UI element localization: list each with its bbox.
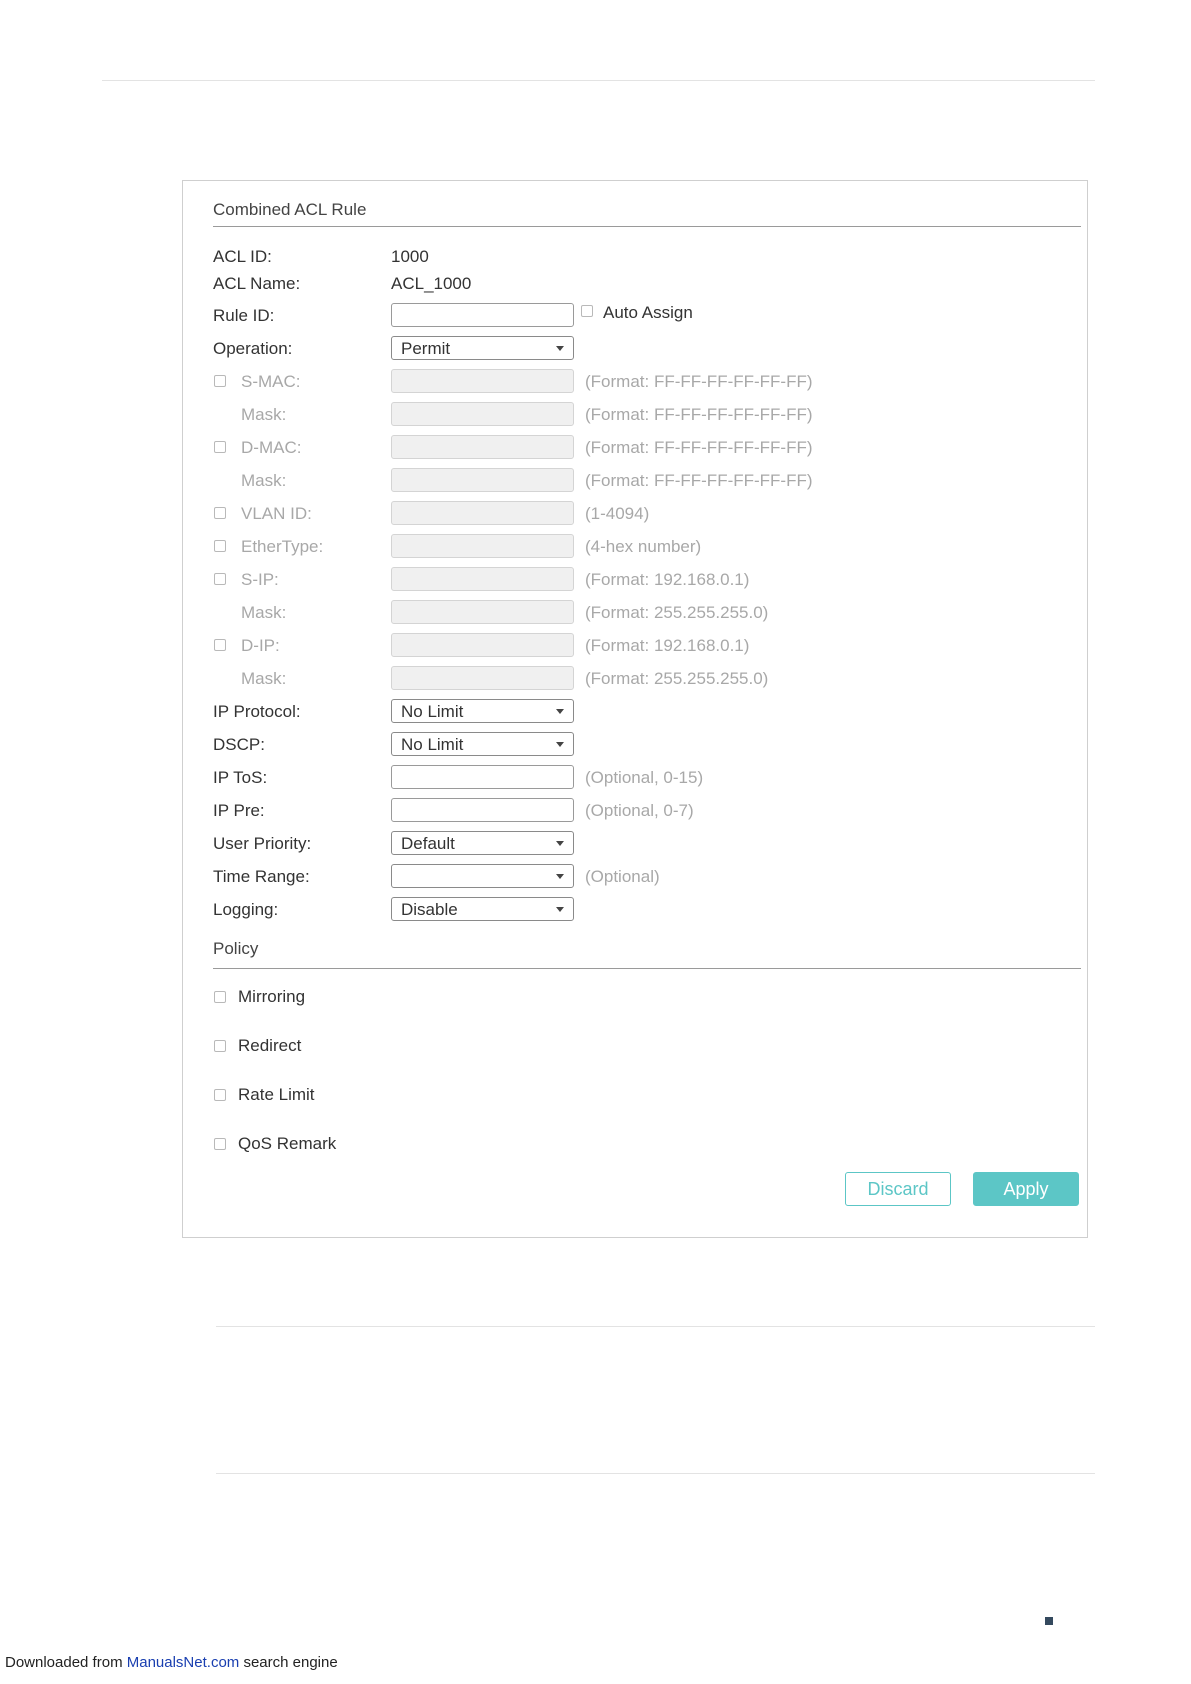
ip-protocol-select[interactable] [391,699,574,723]
dip-checkbox[interactable] [214,639,226,651]
row-ethertype [183,534,1087,560]
row-operation [183,336,1087,362]
smac-hint: (Format: FF-FF-FF-FF-FF-FF) [585,372,813,391]
sip-mask-hint: (Format: 255.255.255.0) [585,603,769,622]
user-priority-select-value: Default [401,834,455,853]
row-rule-id [183,303,1087,329]
dscp-select[interactable] [391,732,574,756]
acl-id-value: 1000 [391,247,429,266]
row-ip-pre [183,798,1087,824]
row-logging [183,897,1087,923]
divider-line-2 [216,1473,1095,1474]
row-dscp [183,732,1087,758]
rule-id-input[interactable] [391,303,574,327]
qos-remark-label: QoS Remark [238,1134,337,1153]
section-title-combined-acl-rule: Combined ACL Rule [213,200,367,219]
vlan-id-label: VLAN ID: [241,504,312,523]
dmac-label: D-MAC: [241,438,302,457]
ethertype-checkbox[interactable] [214,540,226,552]
footer-prefix: Downloaded from [5,1654,127,1671]
acl-name-value: ACL_1000 [391,274,472,293]
row-vlan-id [183,501,1087,527]
ip-pre-label: IP Pre: [213,801,265,820]
policy-redirect [183,1035,1087,1061]
redirect-label: Redirect [238,1036,302,1055]
row-dip [183,633,1087,659]
footer-suffix: search engine [239,1654,338,1671]
smac-mask-hint: (Format: FF-FF-FF-FF-FF-FF) [585,405,813,424]
user-priority-select[interactable] [391,831,574,855]
row-dmac-mask [183,468,1087,494]
ethertype-input[interactable] [391,534,574,558]
chevron-down-icon [556,841,564,846]
rate-limit-label: Rate Limit [238,1085,315,1104]
discard-button[interactable]: Discard [845,1172,951,1206]
dip-mask-input[interactable] [391,666,574,690]
dmac-checkbox[interactable] [214,441,226,453]
logging-select-value: Disable [401,900,458,919]
time-range-label: Time Range: [213,867,310,886]
row-sip [183,567,1087,593]
redirect-checkbox[interactable] [214,1040,226,1052]
combined-acl-rule-panel [182,180,1088,1238]
row-dmac [183,435,1087,461]
footer-link[interactable]: ManualsNet.com [126,1654,240,1671]
chevron-down-icon [556,346,564,351]
footer-text [5,1654,338,1671]
smac-mask-label: Mask: [241,405,287,424]
time-range-hint: (Optional) [585,867,660,886]
sip-checkbox[interactable] [214,573,226,585]
chevron-down-icon [556,709,564,714]
ethertype-label: EtherType: [241,537,324,556]
user-priority-label: User Priority: [213,834,312,853]
sip-label: S-IP: [241,570,279,589]
divider-line-1 [216,1326,1095,1327]
operation-select-value: Permit [401,339,451,358]
dip-label: D-IP: [241,636,280,655]
row-sip-mask [183,600,1087,626]
vlan-id-checkbox[interactable] [214,507,226,519]
chevron-down-icon [556,874,564,879]
vlan-id-hint: (1-4094) [585,504,650,523]
sip-mask-input[interactable] [391,600,574,624]
logging-label: Logging: [213,900,279,919]
row-smac-mask [183,402,1087,428]
acl-name-label: ACL Name: [213,274,301,293]
chevron-down-icon [556,742,564,747]
mirroring-checkbox[interactable] [214,991,226,1003]
mirroring-label: Mirroring [238,987,306,1006]
row-time-range [183,864,1087,890]
smac-mask-input[interactable] [391,402,574,426]
logging-select[interactable] [391,897,574,921]
auto-assign-checkbox[interactable] [581,305,593,317]
top-rule [102,80,1095,81]
dmac-hint: (Format: FF-FF-FF-FF-FF-FF) [585,438,813,457]
smac-input[interactable] [391,369,574,393]
sip-hint: (Format: 192.168.0.1) [585,570,750,589]
ip-protocol-select-value: No Limit [401,702,464,721]
vlan-id-input[interactable] [391,501,574,525]
dscp-label: DSCP: [213,735,265,754]
policy-divider [213,968,1081,969]
time-range-select[interactable] [391,864,574,888]
row-user-priority [183,831,1087,857]
ip-pre-input[interactable] [391,798,574,822]
row-smac [183,369,1087,395]
sip-mask-label: Mask: [241,603,287,622]
dip-input[interactable] [391,633,574,657]
ip-tos-input[interactable] [391,765,574,789]
smac-checkbox[interactable] [214,375,226,387]
policy-rate-limit [183,1084,1087,1110]
chevron-down-icon [556,907,564,912]
ip-tos-label: IP ToS: [213,768,268,787]
sip-input[interactable] [391,567,574,591]
dmac-mask-label: Mask: [241,471,287,490]
dmac-mask-input[interactable] [391,468,574,492]
qos-remark-checkbox[interactable] [214,1138,226,1150]
dmac-mask-hint: (Format: FF-FF-FF-FF-FF-FF) [585,471,813,490]
rate-limit-checkbox[interactable] [214,1089,226,1101]
rule-id-label: Rule ID: [213,306,275,325]
operation-label: Operation: [213,339,293,358]
policy-mirroring [183,986,1087,1012]
dmac-input[interactable] [391,435,574,459]
ethertype-hint: (4-hex number) [585,537,702,556]
smac-label: S-MAC: [241,372,301,391]
dip-hint: (Format: 192.168.0.1) [585,636,750,655]
apply-button[interactable]: Apply [973,1172,1079,1206]
operation-select[interactable] [391,336,574,360]
ip-protocol-label: IP Protocol: [213,702,301,721]
section-title-policy: Policy [213,939,259,958]
dip-mask-hint: (Format: 255.255.255.0) [585,669,769,688]
row-ip-tos [183,765,1087,791]
auto-assign-label: Auto Assign [603,303,693,322]
row-ip-protocol [183,699,1087,725]
policy-qos-remark [183,1133,1087,1159]
page-marker-icon [1045,1617,1053,1625]
ip-tos-hint: (Optional, 0-15) [585,768,704,787]
row-acl-name [183,271,1087,297]
dscp-select-value: No Limit [401,735,464,754]
ip-pre-hint: (Optional, 0-7) [585,801,694,820]
row-acl-id [183,244,1087,270]
dip-mask-label: Mask: [241,669,287,688]
acl-id-label: ACL ID: [213,247,272,266]
section-divider [213,226,1081,227]
row-dip-mask [183,666,1087,692]
